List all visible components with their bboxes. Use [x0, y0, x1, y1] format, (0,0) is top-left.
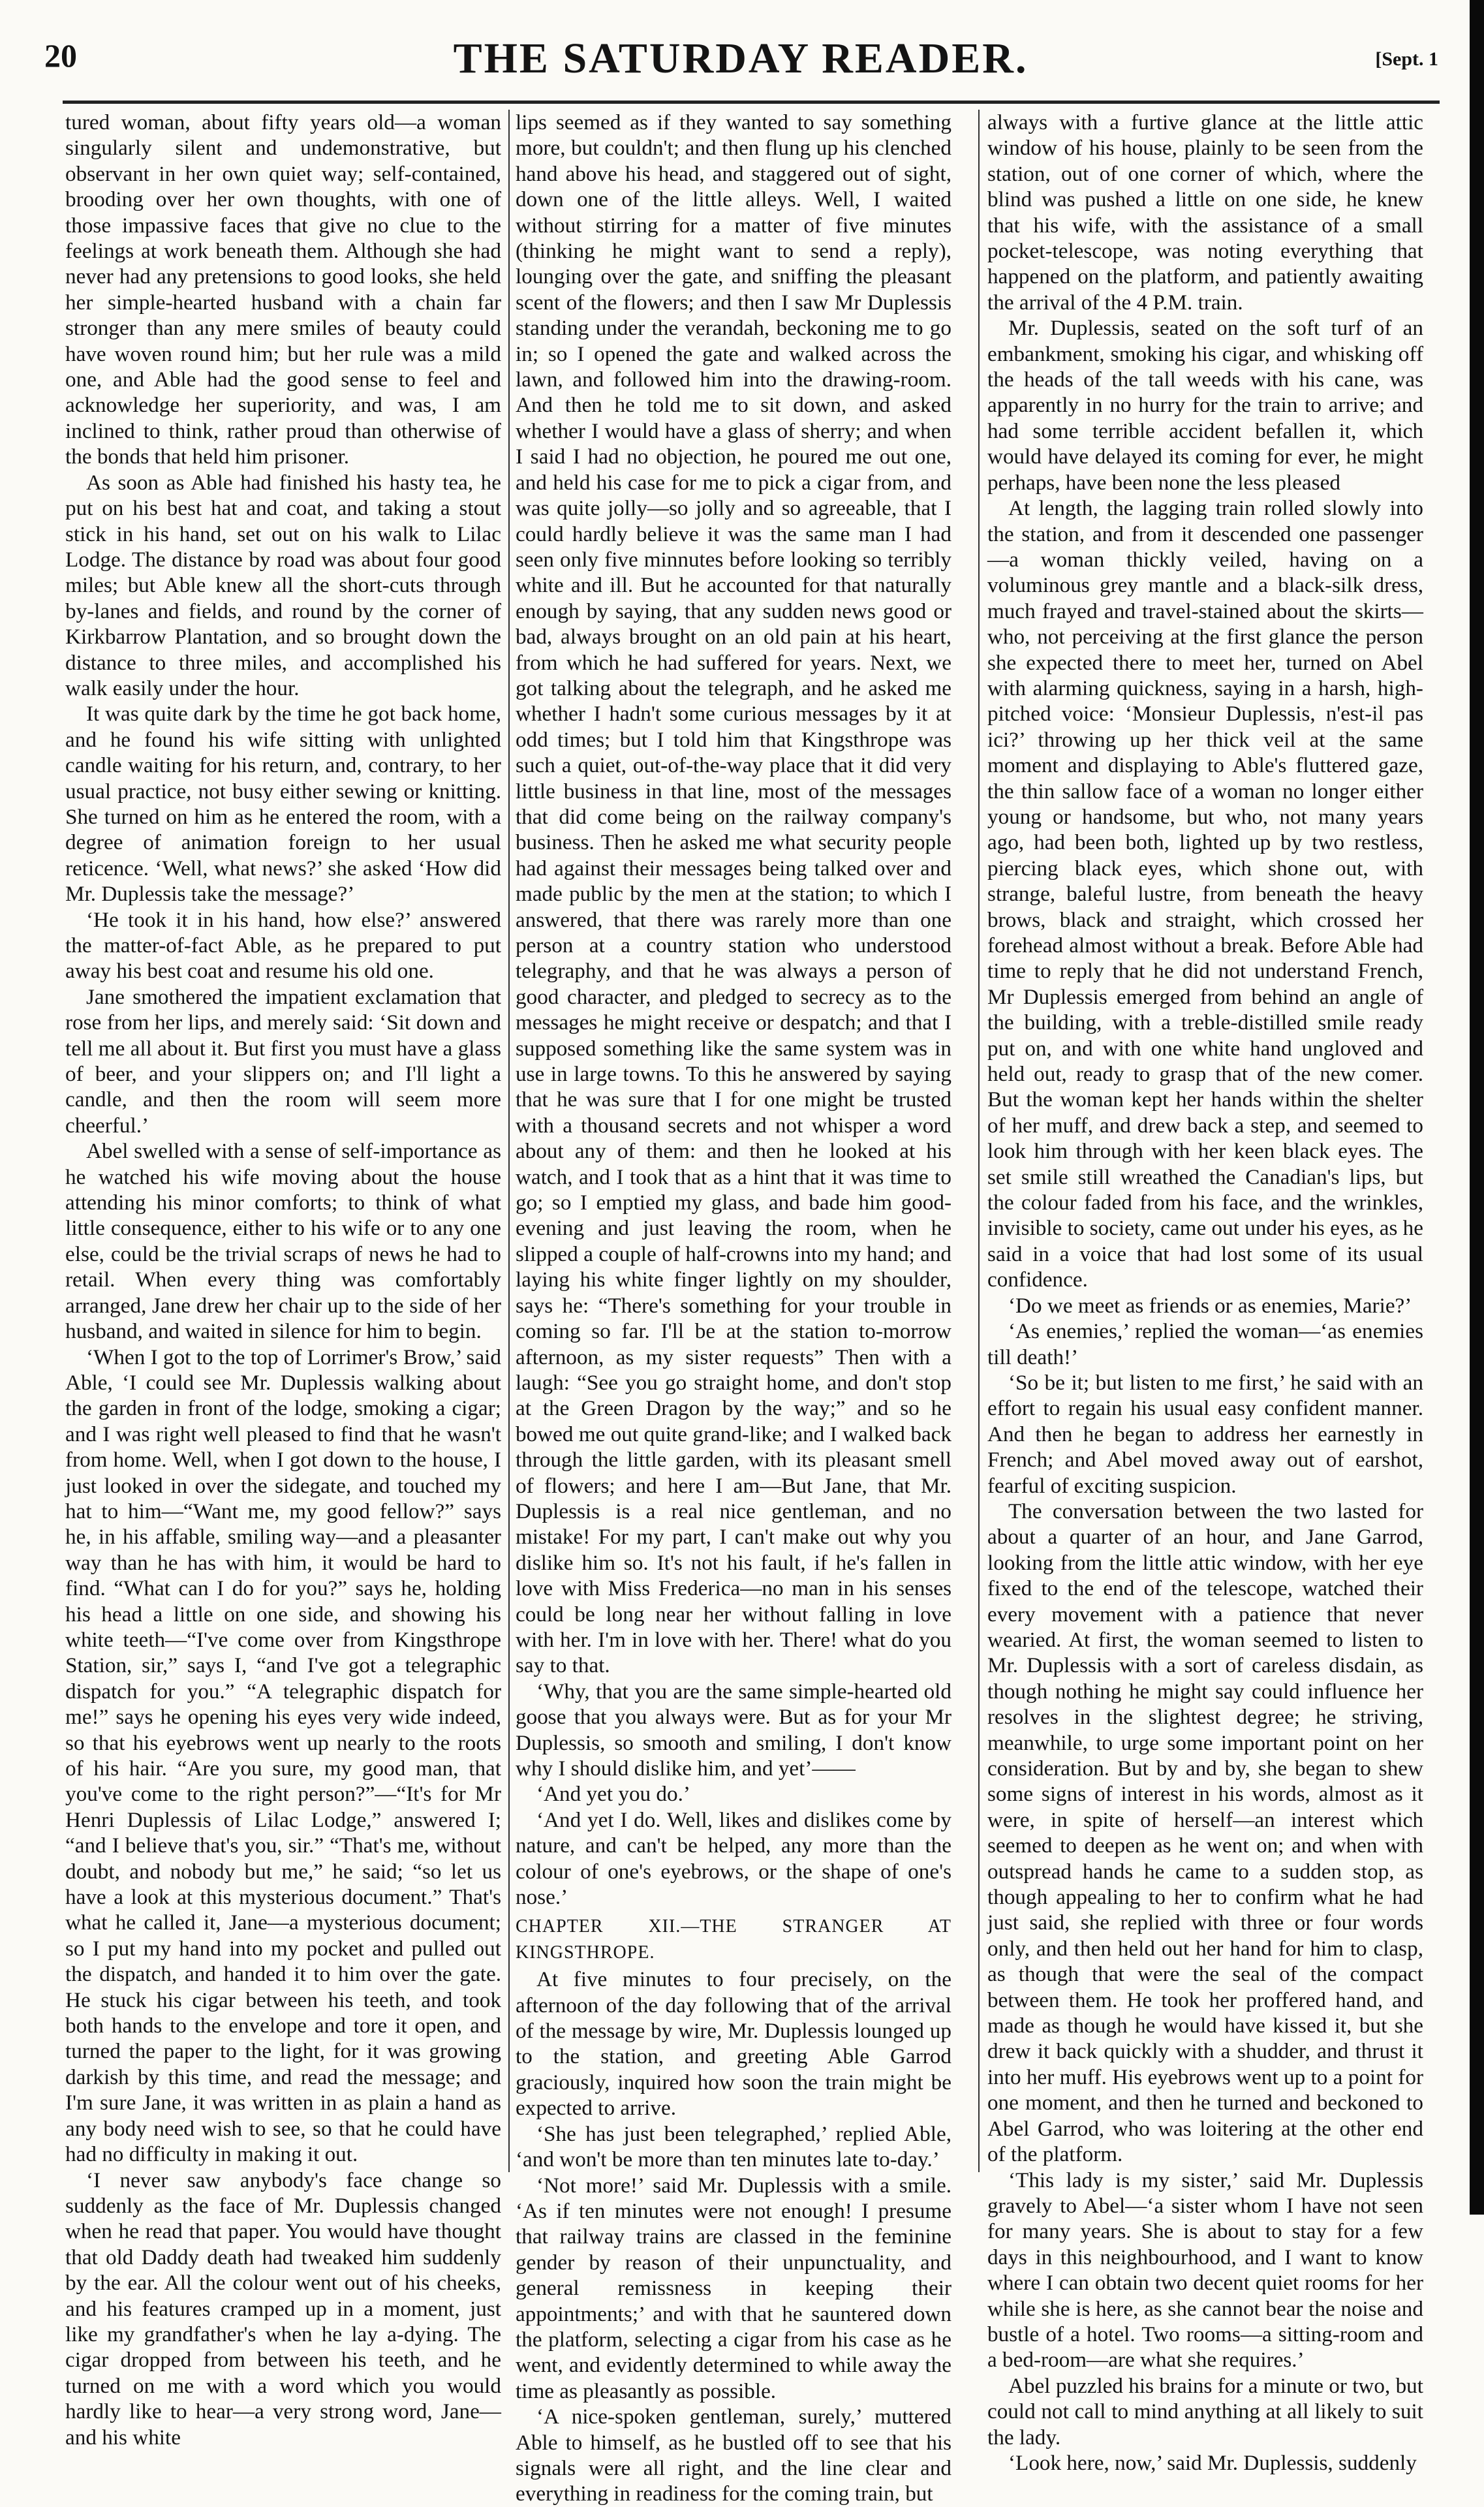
page-number: 20: [44, 37, 77, 74]
page-header: [39, 34, 1442, 96]
paragraph: At five minutes to four precisely, on the afternoon of the day following that of the arrival of the message by wire, Mr. Duplessis lounged up to the station, and greeting Able Garrod graciously, inquired how soon the train might be expected to arrive.: [516, 1967, 951, 2121]
paragraph: Abel swelled with a sense of self-importance as he watched his wife moving about the house attending his minor comforts; to think of what little consequence, either to his wife or to any one else, could be the trivial scraps of news he had to retail. When every thing was comfortably arranged, Jane drew her chair up to the side of her husband, and waited in silence for him to begin.: [65, 1139, 501, 1344]
paragraph: lips seemed as if they wanted to say something more, but couldn't; and then flung up his clenched hand above his head, and staggered out of sight, down one of the little alleys. Well, I waited without stirring for a matter of five minutes (thinking he might want to send a reply), lounging over the gate, and sniffing the pleasant scent of the flowers; and then I saw Mr Duplessis standing under the verandah, beckoning me to go in; so I opened the gate and walked across the lawn, and followed him into the drawing-room. And then he told me to sit down, and asked whether I would have a glass of sherry; and when I said I had no objection, he poured me out one, and held his case for me to pick a cigar from, and was quite jolly—so jolly and so agreeable, that I could hardly believe it was the same man I had seen only five minnutes before looking so terribly white and ill. But he accounted for that naturally enough by saying, that any sudden news good or bad, always brought on an old pain at his heart, from which he had suffered for years. Next, we got talking about the telegraph, and he asked me whether I hadn't some curious messages by it at odd times; but I told him that Kingsthrope was such a quiet, out-of-the-way place that it did very little business in that line, most of the messages that did come being on the railway company's business. Then he asked me what security people had against their messages being talked over and made public by the men at the station; to which I answered, that there was rarely more than one person at a country station who understood telegraphy, and that he was always a person of good character, and pledged to secrecy as to the messages he might receive or despatch; and that I supposed something like the same system was in use in large towns. To this he answered by saying that he was sure that I for one might be trusted with a thousand secrets and not whisper a word about any of them: and then he looked at his watch, and I took that as a hint that it was time to go; so I emptied my glass, and bade him good-evening and just leaving the room, when he slipped a couple of half-crowns into my hand; and laying his white finger lightly on my shoulder, says he: “There's something for your trouble in coming so far. I'll be at the station to-morrow afternoon, as my sister requests” Then with a laugh: “See you go straight home, and don't stop at the Green Dragon by the way;” and so he bowed me out quite grand-like; and I walked back through the little garden, with its pleasant smell of flowers; and here I am—But Jane, that Mr. Duplessis is a real nice gentleman, and no mistake! For my part, I can't make out why you dislike him so. It's not his fault, if he's fallen in love with Miss Frederica—no man in his senses could be long near her without falling in love with her. I'm in love with her. There! what do you say to that.: [516, 110, 951, 1678]
paragraph: ‘He took it in his hand, how else?’ answered the matter-of-fact Able, as he prepared to put away his best coat and resume his old one.: [65, 907, 501, 984]
paragraph: As soon as Able had finished his hasty tea, he put on his best hat and coat, and taking a stout stick in his hand, set out on his walk to Lilac Lodge. The distance by road was about four good miles; but Able knew all the short-cuts through by-lanes and fields, and round by the corner of Kirkbarrow Plantation, and so brought down the distance to three miles, and accomplished his walk easily under the hour.: [65, 470, 501, 700]
paragraph: ‘This lady is my sister,’ said Mr. Duplessis gravely to Abel—‘a sister whom I have not seen for many years. She is about to stay for a few days in this neighbourhood, and I want to know where I can obtain two decent quiet rooms for her while she is here, as she cannot bear the noise and bustle of a hotel. Two rooms—a sitting-room and a bed-room—are what she requires.’: [987, 2168, 1423, 2373]
paragraph: ‘Why, that you are the same simple-hearted old goose that you always were. But as for your Mr Duplessis, so smooth and smiling, I don't know why I should dislike him, and yet’——: [516, 1679, 951, 1781]
paragraph: tured woman, about fifty years old—a woman singularly silent and undemonstrative, but observant in her own quiet way; self-contained, brooding over her own thoughts, with one of those impassive faces that give no clue to the feelings at work beneath them. Although she had never had any pretensions to good looks, she held her simple-hearted husband with a chain far stronger than any mere smiles of beauty could have woven round him; but her rule was a mild one, and Able had the good sense to feel and acknowledge her superiority, and was, I am inclined to think, rather proud than otherwise of the bonds that held him prisoner.: [65, 110, 501, 469]
paragraph: ‘So be it; but listen to me first,’ he said with an effort to regain his usual easy confident manner. And then he began to address her earnestly in French; and Abel moved away out of earshot, fearful of exciting suspicion.: [987, 1370, 1423, 1498]
paragraph: Mr. Duplessis, seated on the soft turf of an embankment, smoking his cigar, and whisking off the heads of the tall weeds with his cane, was apparently in no hurry for the train to arrive; and had some terrible accident befallen it, which would have delayed its coming for ever, he might perhaps, have been none the less pleased: [987, 316, 1423, 495]
text-column-1: [65, 110, 501, 2450]
paragraph: ‘As enemies,’ replied the woman—‘as enemies till death!’: [987, 1319, 1423, 1369]
publication-title: THE SATURDAY READER.: [453, 35, 1028, 82]
header-rule: [63, 101, 1440, 104]
paragraph: always with a furtive glance at the little attic window of his house, plainly to be seen from the station, out of one corner of which, where the blind was pushed a little on one side, he knew that his wife, with the assistance of a small pocket-telescope, was noting everything that happened on the platform, and patiently awaiting the arrival of the 4 P.M. train.: [987, 110, 1423, 315]
paragraph: ‘She has just been telegraphed,’ replied Able, ‘and won't be more than ten minutes late to-day.’: [516, 2121, 951, 2172]
paragraph: The conversation between the two lasted for about a quarter of an hour, and Jane Garrod, looking from the little attic window, with her eye fixed to the end of the telescope, watched their every movement with a patience that never wearied. At first, the woman seemed to listen to Mr. Duplessis with a sort of careless disdain, as though nothing he might say could influence her resolves in the slightest degree; he striving, meanwhile, to urge some important point on her consideration. But by and by, she began to shew some signs of interest in his words, almost as it were, in spite of herself—an interest which seemed to deepen as he went on; and when with outspread hands he came to a sudden stop, as though appealing to her to confirm what he had just said, she replied with three or four words only, and then held out her hand for him to clasp, as though that were the seal of the compact between them. He took her proffered hand, and made as though he would have kissed it, but she drew it back quickly with a shudder, and thrust it into her muff. His eyebrows went up to a point for one moment, and then he turned and beckoned to Abel Garrod, who was loitering at the other end of the platform.: [987, 1499, 1423, 2167]
column-divider: [978, 110, 980, 2172]
paragraph: ‘And yet you do.’: [536, 1782, 690, 1807]
paragraph: ‘When I got to the top of Lorrimer's Brow,’ said Able, ‘I could see Mr. Duplessis walking about the garden in front of the lodge, smoking a cigar; and I was right well pleased to find that he wasn't from home. Well, when I got down to the house, I just looked in over the sidegate, and touched my hat to him—“Want me, my good fellow?” says he, in his affable, smiling way—and a pleasanter way than he has with him, it would be hard to find. “What can I do for you?” says he, holding his head a little on one side, and showing his white teeth—“I've come over from Kingsthrope Station, sir,” says I, “and I've got a telegraphic dispatch for you.” “A telegraphic dispatch for me!” says he opening his eyes very wide indeed, so that his eyebrows went up nearly to the roots of his hair. “Are you sure, my good man, that you've come to the right person?”—“It's for Mr Henri Duplessis of Lilac Lodge,” answered I; “and I believe that's you, sir.” “That's me, without doubt, and nobody but me,” he said; “so let us have a look at this mysterious document.” That's what he called it, Jane—a mysterious document; so I put my hand into my pocket and pulled out the dispatch, and handed it to him over the gate. He stuck his cigar between his teeth, and took both hands to the envelope and tore it open, and turned the paper to the light, for it was growing darkish by this time, and read the message; and I'm sure Jane, it was written in as plain a hand as any body need wish to see, so that he could have had no difficulty in making it out.: [65, 1345, 501, 2167]
chapter-heading: CHAPTER XII.—THE STRANGER AT KINGSTHROPE.: [516, 1916, 951, 1963]
scan-edge-shadow: [1470, 0, 1484, 2215]
paragraph: ‘A nice-spoken gentleman, surely,’ muttered Able to himself, as he bustled off to see that his signals were all right, and the line clear and everything in readiness for the coming train, but: [516, 2405, 951, 2506]
paragraph: ‘Not more!’ said Mr. Duplessis with a smile. ‘As if ten minutes were not enough! I presume that railway trains are classed in the feminine gender by reason of their unpunctuality, and general remissness in keeping their appointments;’ and with that he sauntered down the platform, selecting a cigar from his case as he went, and evidently determined to while away the time as pleasantly as possible.: [516, 2173, 951, 2403]
paragraph: At length, the lagging train rolled slowly into the station, and from it descended one passenger—a woman thickly veiled, having on a voluminous grey mantle and a black-silk dress, much frayed and travel-stained about the skirts—who, not perceiving at the first glance the person she expected there to meet her, turned on Abel with alarming quickness, saying in a harsh, high-pitched voice: ‘Monsieur Duplessis, n'est-il pas ici?’ throwing up her thick veil at the same moment and displaying to Able's fluttered gaze, the thin sallow face of a woman no longer either young or handsome, but who, not many years ago, had been both, lighted up by two restless, piercing black eyes, which shone out, with strange, baleful lustre, from beneath the heavy brows, black and straight, which crossed her forehead almost without a break. Before Able had time to reply that he did not understand French, Mr Duplessis emerged from behind an angle of the building, with a treble-distilled smile ready put on, and with one white hand ungloved and held out, ready to grasp that of the new comer. But the woman kept her hands within the shelter of her muff, and drew back a step, and seemed to look him through with her keen black eyes. The set smile still wreathed the Canadian's lips, but the colour faded from his face, and the wrinkles, invisible to society, came out under his eyes, as he said in a voice that had lost some of its usual confidence.: [987, 496, 1423, 1292]
issue-date: [Sept. 1: [1375, 48, 1438, 70]
text-column-2: [516, 110, 951, 2506]
column-divider: [508, 110, 510, 2172]
paragraph: ‘Look here, now,’ said Mr. Duplessis, suddenly: [1008, 2450, 1417, 2475]
paragraph: Abel puzzled his brains for a minute or two, but could not call to mind anything at all likely to suit the lady.: [987, 2373, 1423, 2450]
paragraph: It was quite dark by the time he got back home, and he found his wife sitting with unlighted candle waiting for his return, and, contrary, to her usual practice, not busy either sewing or knitting. She turned on him as he entered the room, with a degree of animation foreign to her usual reticence. ‘Well, what news?’ she asked ‘How did Mr. Duplessis take the message?’: [65, 702, 501, 907]
paragraph: Jane smothered the impatient exclamation that rose from her lips, and merely said: ‘Sit down and tell me all about it. But first you must have a glass of beer, and your slippers on; and I'll light a candle, and then the room will seem more cheerful.’: [65, 984, 501, 1138]
paragraph: ‘I never saw anybody's face change so suddenly as the face of Mr. Duplessis changed when he read that paper. You would have thought that old Daddy death had tweaked him suddenly by the ear. All the colour went out of his cheeks, and his features cramped up in a moment, just like my grandfather's when he lay a-dying. The cigar dropped from between his teeth, and he turned on me with a word which you would hardly like to hear—a very strong word, Jane—and his white: [65, 2168, 501, 2450]
paragraph: ‘And yet I do. Well, likes and dislikes come by nature, and can't be helped, any more than the colour of one's eyebrows, or the shape of one's nose.’: [516, 1807, 951, 1910]
paragraph: ‘Do we meet as friends or as enemies, Marie?’: [1008, 1293, 1412, 1318]
text-column-3: [987, 110, 1423, 2475]
